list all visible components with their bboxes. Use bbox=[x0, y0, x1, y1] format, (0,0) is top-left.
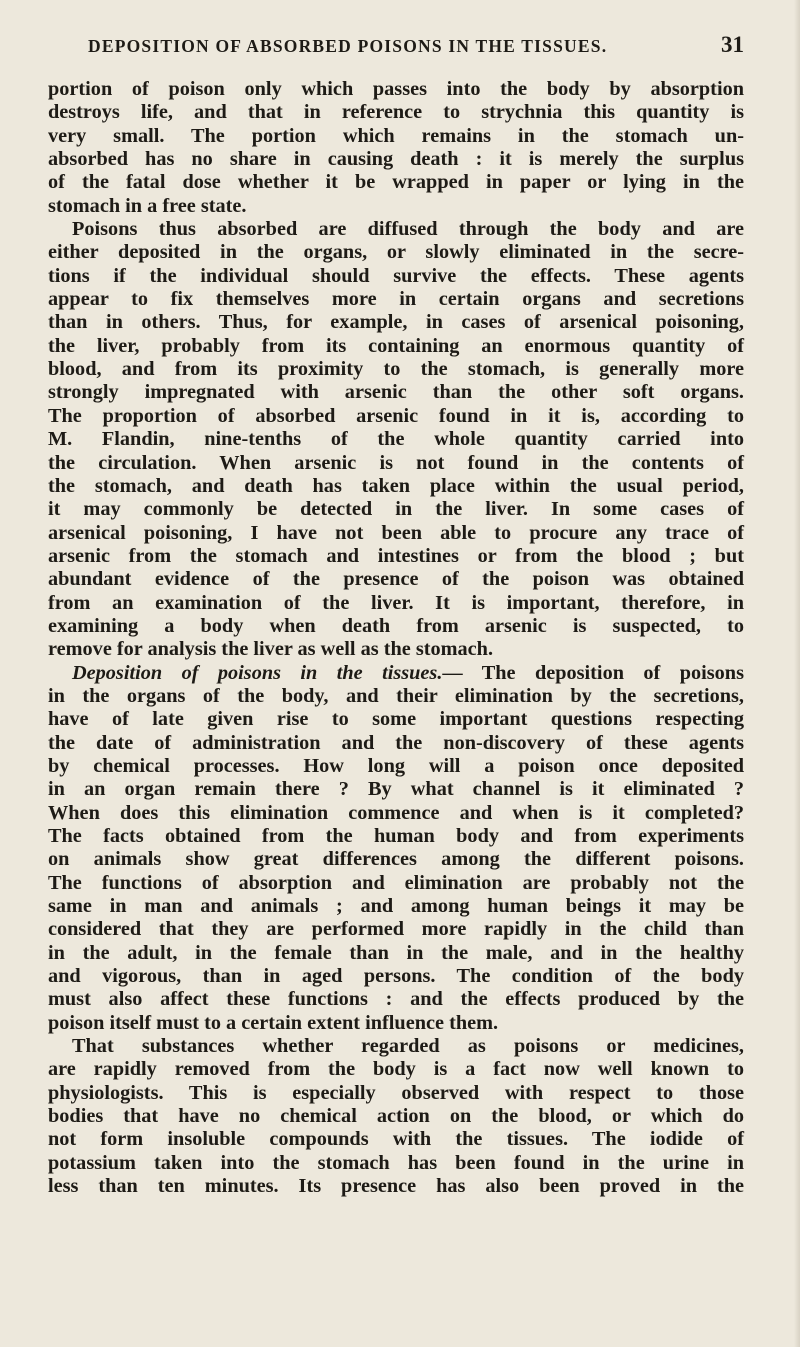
running-title: DEPOSITION OF ABSORBED POISONS IN THE TISSUES. bbox=[88, 36, 608, 56]
text-line: less than ten minutes. Its presence has also been proved in the bbox=[48, 1175, 744, 1198]
text-line bbox=[48, 662, 744, 685]
text-line: The functions of absorption and elimination are probably not the bbox=[48, 871, 744, 894]
text-line: bodies that have no chemical action on the blood, or which do bbox=[48, 1105, 744, 1128]
text-line: destroys life, and that in reference to strychnia this quantity is bbox=[48, 101, 744, 124]
text-line: by chemical processes. How long will a poison once deposited bbox=[48, 754, 744, 777]
paragraph bbox=[48, 78, 744, 218]
text-line: M. Flandin, nine-tenths of the whole quantity carried into bbox=[48, 428, 744, 451]
page-edge-shadow bbox=[794, 0, 800, 1347]
text-line: arsenic from the stomach and intestines or from the blood ; but bbox=[48, 544, 744, 567]
text-line: poison itself must to a certain extent influence them. bbox=[48, 1011, 499, 1034]
text-line: examining a body when death from arsenic is suspected, to bbox=[48, 614, 744, 637]
text-line: of the fatal dose whether it be wrapped in paper or lying in the bbox=[48, 171, 744, 194]
text-line: The facts obtained from the human body and from experiments bbox=[48, 825, 744, 847]
text-line: the liver, probably from its containing an enormous quantity of bbox=[48, 334, 744, 357]
text-line: appear to fix themselves more in certain organs and secretions bbox=[48, 288, 744, 311]
running-head bbox=[48, 30, 744, 58]
page-number: 31 bbox=[721, 32, 744, 57]
text-line: absorbed has no share in causing death : it is merely the surplus bbox=[48, 148, 744, 171]
text-line: the date of administration and the non-discovery of these agents bbox=[48, 731, 744, 754]
paragraph bbox=[48, 218, 744, 662]
text-line: not form insoluble compounds with the tissues. The iodide of bbox=[48, 1128, 744, 1151]
text-line: physiologists. This is especially observed with respect to those bbox=[48, 1081, 744, 1104]
text-line: abundant evidence of the presence of the poison was obtained bbox=[48, 568, 744, 591]
text-line: arsenical poisoning, I have not been able to procure any trace of bbox=[48, 521, 744, 544]
text-line: are rapidly removed from the body is a fact now well known to bbox=[48, 1058, 744, 1081]
text-line: The proportion of absorbed arsenic found in it is, according to bbox=[48, 404, 744, 427]
text-line: in an organ remain there ? By what channel is it eliminated ? bbox=[48, 778, 744, 801]
text-line: When does this elimination commence and when is it completed? bbox=[48, 801, 744, 824]
text-line: stomach in a free state. bbox=[48, 194, 247, 217]
text-line: it may commonly be detected in the liver. In some cases of bbox=[48, 498, 744, 521]
text-line: in the organs of the body, and their elimination by the secretions, bbox=[48, 684, 744, 707]
text-line: same in man and animals ; and among human beings it may be bbox=[48, 895, 744, 918]
text-line: tions if the individual should survive the effects. These agents bbox=[48, 264, 744, 287]
paragraph bbox=[48, 1035, 744, 1198]
text-line: and vigorous, than in aged persons. The condition of the body bbox=[48, 965, 744, 988]
text-line: either deposited in the organs, or slowly eliminated in the secre- bbox=[48, 241, 744, 264]
text-line: That substances whether regarded as poisons or medicines, bbox=[72, 1035, 744, 1058]
paragraph bbox=[48, 662, 744, 1036]
text-line: from an examination of the liver. It is important, therefore, in bbox=[48, 591, 744, 614]
text-line: very small. The portion which remains in the stomach un- bbox=[48, 124, 744, 147]
text-line: blood, and from its proximity to the stomach, is generally more bbox=[48, 358, 744, 381]
heading-continuation: — The deposition of poisons bbox=[442, 661, 744, 684]
text-line: must also affect these functions : and the effects produced by the bbox=[48, 988, 744, 1011]
text-line: potassium taken into the stomach has been found in the urine in bbox=[48, 1151, 744, 1174]
text-line: than in others. Thus, for example, in cases of arsenical poisoning, bbox=[48, 311, 744, 334]
text-line: have of late given rise to some important questions respecting bbox=[48, 708, 744, 731]
text-line: considered that they are performed more rapidly in the child than bbox=[48, 918, 744, 941]
text-line: in the adult, in the female than in the male, and in the healthy bbox=[48, 941, 744, 964]
section-heading: Deposition of poisons in the tissues. bbox=[72, 661, 443, 684]
body-text bbox=[48, 78, 744, 1199]
text-line: remove for analysis the liver as well as the stomach. bbox=[48, 638, 494, 661]
text-line: on animals show great differences among the different poisons. bbox=[48, 848, 744, 871]
text-line: Poisons thus absorbed are diffused through the body and are bbox=[72, 218, 744, 241]
text-line: portion of poison only which passes into the body by absorption bbox=[48, 78, 744, 100]
text-line: the stomach, and death has taken place within the usual period, bbox=[48, 474, 744, 497]
text-line: the circulation. When arsenic is not found in the contents of bbox=[48, 451, 744, 474]
text-line: strongly impregnated with arsenic than the other soft organs. bbox=[48, 381, 744, 404]
